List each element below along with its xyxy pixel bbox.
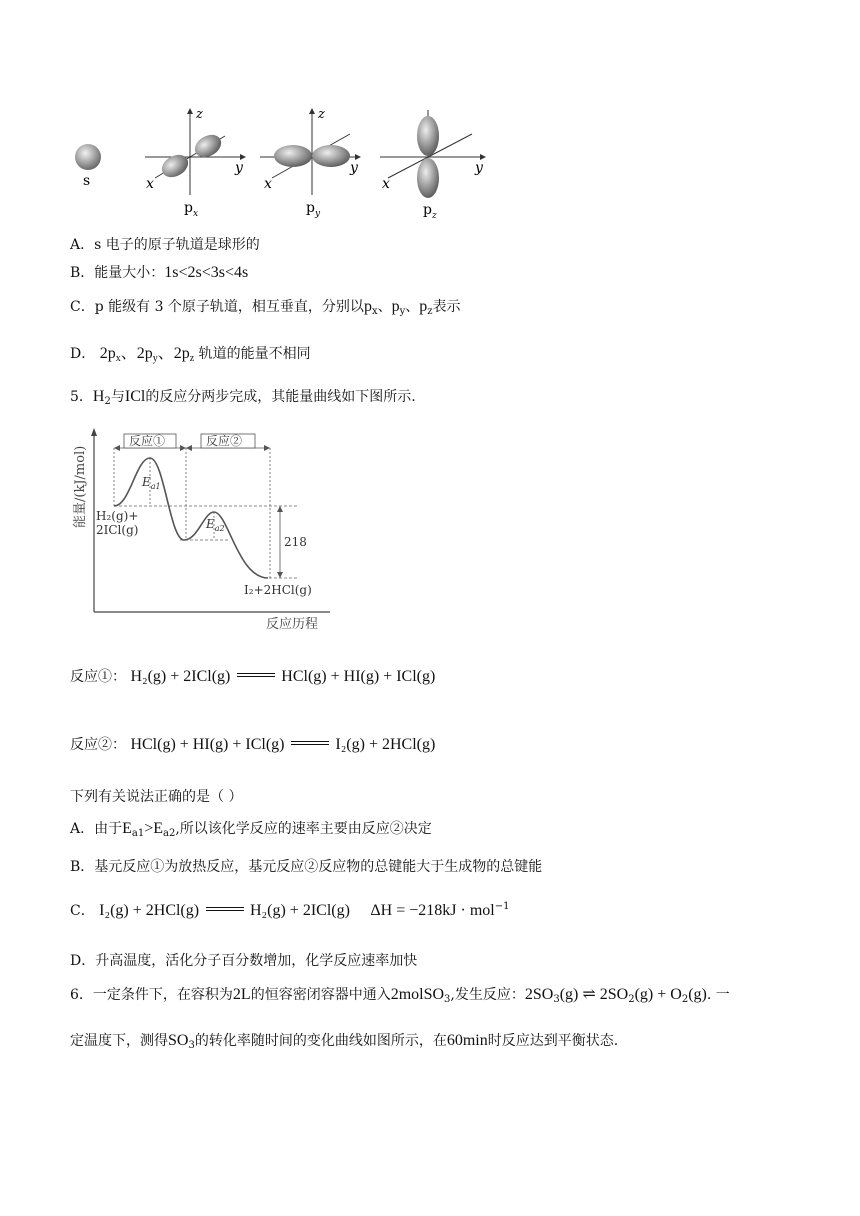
reactant-label-1: H₂(g)+	[96, 509, 139, 523]
pz-axis-y: y	[475, 160, 483, 176]
q5-stem: 5．$H_2$与ICl的反应分两步完成，其能量曲线如下图所示.	[70, 388, 416, 407]
py-axis-x: x	[264, 176, 272, 192]
reaction-1: 反应①： H₂(g) + 2ICl(g) HCl(g) + HI(g) + ICl(g)	[70, 668, 436, 685]
px-axis-z: z	[196, 107, 203, 122]
py-axis-z: z	[318, 107, 325, 122]
orbital-figure	[60, 100, 500, 225]
y-axis-label: 能量/(kJ/mol)	[73, 445, 88, 528]
reactant-label-2: 2ICl(g)	[96, 523, 139, 537]
q5-option-a: A．由于$E_{a1}>E_{a2}$,所以该化学反应的速率主要由反应②决定	[70, 820, 432, 839]
q5-question: 下列有关说法正确的是（ ）	[70, 789, 243, 805]
py-orbital-icon	[260, 108, 361, 195]
px-label: $p_x$	[184, 200, 199, 219]
pz-orbital-icon	[380, 110, 486, 198]
px-axis-y: y	[235, 160, 243, 176]
q5-option-d: D．升高温度，活化分子百分数增加，化学反应速率加快	[70, 953, 418, 969]
energy-diagram	[68, 428, 338, 638]
reaction-2: 反应②： HCl(g) + HI(g) + ICl(g) I₂(g) + 2HCl(g)	[70, 736, 436, 753]
step2-label: 反应②	[206, 434, 243, 448]
q4-option-a: A．s 电子的原子轨道是球形的	[70, 237, 260, 253]
pz-label: $p_z$	[423, 202, 437, 221]
q5-option-c: C． I₂(g) + 2HCl(g) H₂(g) + 2ICl(g) ΔH = −218kJ · mol$^{-1}$	[70, 901, 510, 919]
q6-line-2: 定温度下，测得$SO_3$的转化率随时间的变化曲线如图所示，在60min时反应达到平衡状态.	[70, 1032, 619, 1051]
step1-label: 反应①	[129, 434, 166, 448]
py-axis-y: y	[350, 160, 358, 176]
q5-option-b: B．基元反应①为放热反应，基元反应②反应物的总键能大于生成物的总键能	[70, 859, 543, 875]
px-axis-x: x	[146, 176, 154, 192]
q4-option-c: C．p 能级有 3 个原子轨道，相互垂直，分别以$p_x$、$p_y$、$p_z$表示	[70, 298, 461, 317]
s-orbital-icon	[75, 144, 101, 170]
py-label: $p_y$	[306, 200, 321, 219]
q4-option-d: D． $2p_x$、$2p_y$、$2p_z$ 轨道的能量不相同	[70, 345, 311, 364]
ea2-label: $E_{a2}$	[206, 517, 225, 533]
product-label: I₂+2HCl(g)	[244, 583, 312, 597]
q6-line-1: 6．一定条件下，在容积为2L的恒容密闭容器中通入2molSO$_3$,发生反应：$2SO_3(g)$ ⇌ $2SO_2(g) + O_2(g)$. 一	[70, 986, 730, 1005]
x-axis-label: 反应历程	[266, 617, 319, 632]
s-orbital-label: s	[83, 173, 91, 189]
ea1-label: $E_{a1}$	[142, 475, 161, 491]
q4-option-b: B．能量大小：1s<2s<3s<4s	[70, 264, 249, 281]
delta-label: 218	[284, 535, 307, 549]
pz-axis-x: x	[382, 176, 390, 192]
